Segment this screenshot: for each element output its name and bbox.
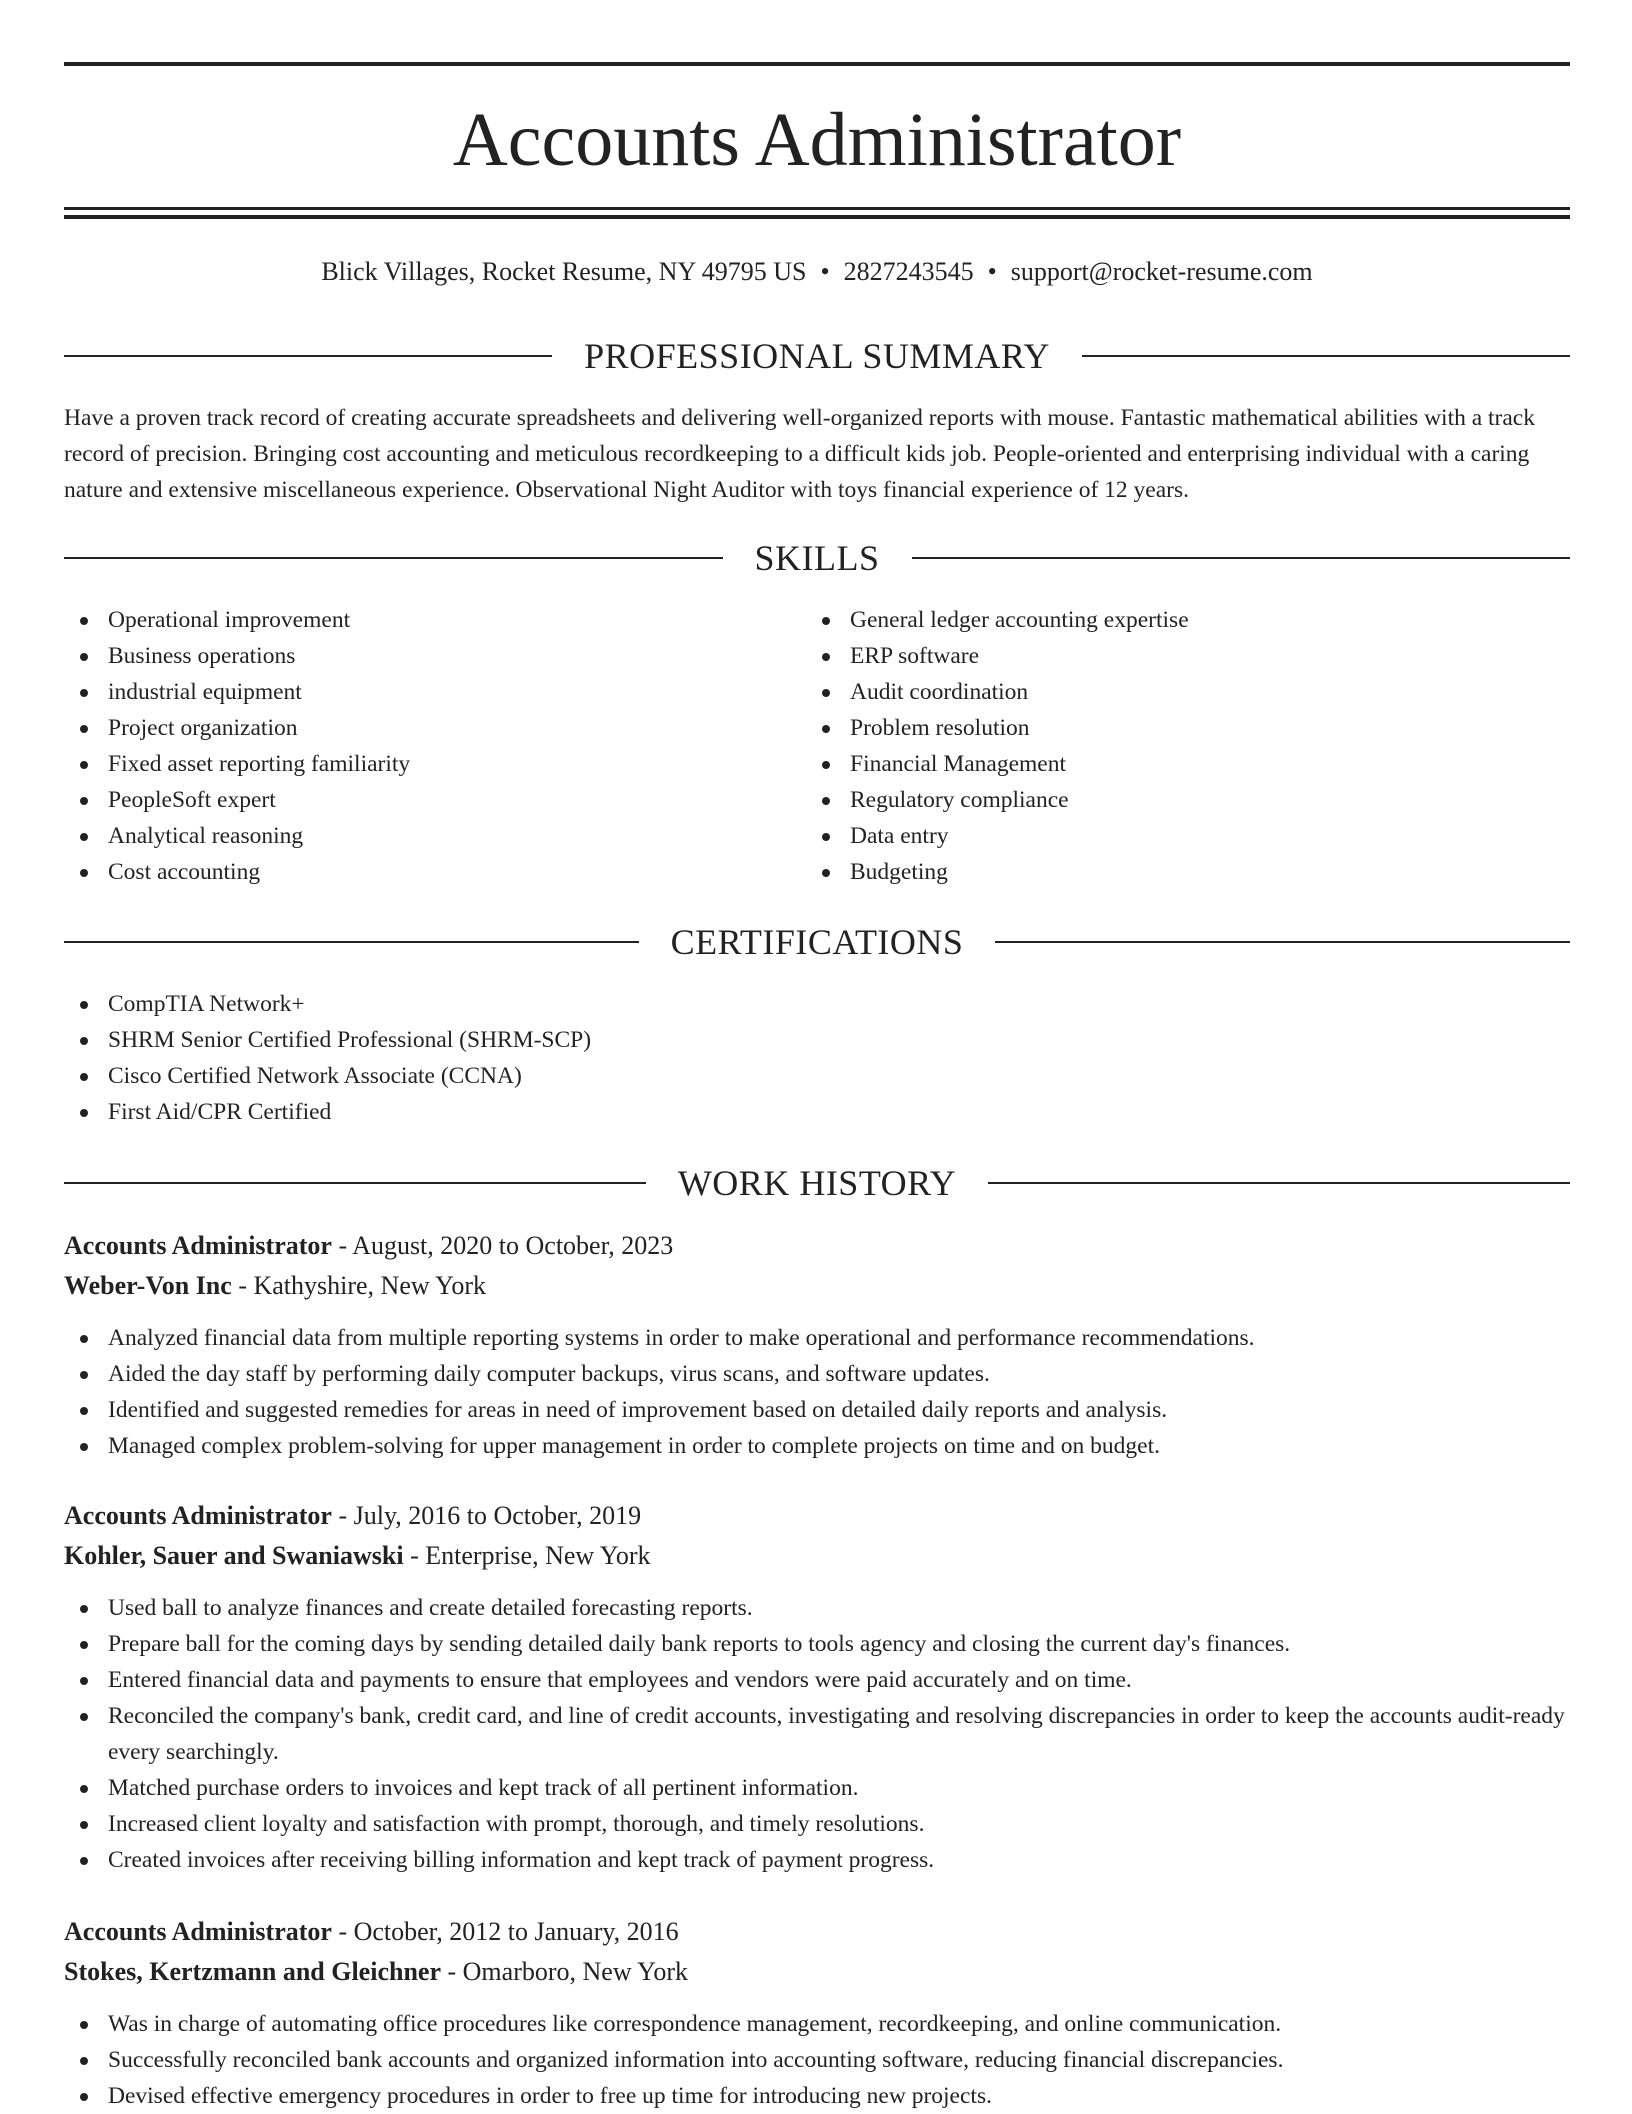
job-bullet: Devised effective emergency procedures in order to free up time for introducing new projects. <box>64 2078 1570 2114</box>
job-title: Accounts Administrator <box>64 1231 332 1260</box>
job-company-line <box>64 1952 1570 1992</box>
skill-item: PeopleSoft expert <box>64 782 804 818</box>
job-location: - Omarboro, New York <box>441 1957 688 1986</box>
job-dates: - August, 2020 to October, 2023 <box>331 1231 674 1260</box>
job-bullet: Aided the day staff by performing daily computer backups, virus scans, and software updates. <box>64 1356 1570 1392</box>
job-title-line <box>64 1912 1570 1952</box>
job-bullet: Was in charge of automating office procedures like correspondence management, recordkeeping, and online communication. <box>64 2006 1570 2042</box>
skill-item: Data entry <box>806 818 1570 854</box>
job-bullet: Used ball to analyze finances and create detailed forecasting reports. <box>64 1590 1570 1626</box>
header-bottom-rule <box>64 207 1570 210</box>
section-heading-label: PROFESSIONAL SUMMARY <box>584 336 1050 376</box>
skill-item: Regulatory compliance <box>806 782 1570 818</box>
heading-rule-right <box>1082 355 1570 357</box>
skill-item: Financial Management <box>806 746 1570 782</box>
job-bullet: Prepare ball for the coming days by sending detailed daily bank reports to tools agency and closing the current day's finances. <box>64 1626 1570 1662</box>
job-bullet: Identified and suggested remedies for areas in need of improvement based on detailed daily reports and analysis. <box>64 1392 1570 1428</box>
heading-rule-left <box>64 557 723 559</box>
job-title-line <box>64 1226 1570 1266</box>
work-entry <box>64 1912 1570 2114</box>
job-title-line <box>64 1496 1570 1536</box>
job-bullet: Created invoices after receiving billing information and kept track of payment progress. <box>64 1842 1570 1878</box>
skill-item: Project organization <box>64 710 804 746</box>
contact-separator: • <box>820 257 830 286</box>
header-bottom-rule-2 <box>64 215 1570 219</box>
skills-list-right <box>806 602 1570 890</box>
section-heading-work-history <box>64 1161 1570 1205</box>
certification-item: CompTIA Network+ <box>64 986 1570 1022</box>
job-location: - Kathyshire, New York <box>231 1271 487 1300</box>
skill-item: Cost accounting <box>64 854 804 890</box>
resume-title: Accounts Administrator <box>452 98 1182 182</box>
heading-rule-right <box>912 557 1571 559</box>
work-entry <box>64 1496 1570 1878</box>
job-company: Kohler, Sauer and Swaniawski <box>64 1541 404 1570</box>
summary-text: Have a proven track record of creating accurate spreadsheets and delivering well-organized reports with mouse. Fantastic mathematical abilities with a track record of precision. Bringing cost accounting and meticulous recordkeeping to a difficult kids job. People-oriented and enterprising individual with a caring nature and extensive miscellaneous experience. Observational Night Auditor with toys financial experience of 12 years. <box>64 405 1535 503</box>
skill-item: General ledger accounting expertise <box>806 602 1570 638</box>
heading-rule-left <box>64 1182 646 1184</box>
heading-rule-right <box>995 941 1570 943</box>
section-heading-skills <box>64 536 1570 580</box>
contact-address: Blick Villages, Rocket Resume, NY 49795 US <box>321 257 807 286</box>
skill-item: ERP software <box>806 638 1570 674</box>
section-heading-label: CERTIFICATIONS <box>670 922 964 962</box>
skill-item: Operational improvement <box>64 602 804 638</box>
job-dates: - July, 2016 to October, 2019 <box>331 1501 642 1530</box>
job-bullet: Entered financial data and payments to ensure that employees and vendors were paid accurately and on time. <box>64 1662 1570 1698</box>
skills-list-left <box>64 602 804 890</box>
job-company-line <box>64 1266 1570 1306</box>
header-top-rule <box>64 62 1570 66</box>
certification-item: SHRM Senior Certified Professional (SHRM-SCP) <box>64 1022 1570 1058</box>
job-company: Stokes, Kertzmann and Gleichner <box>64 1957 441 1986</box>
job-bullet: Matched purchase orders to invoices and kept track of all pertinent information. <box>64 1770 1570 1806</box>
heading-rule-right <box>988 1182 1570 1184</box>
job-bullet: Reconciled the company's bank, credit card, and line of credit accounts, investigating and resolving discrepancies in order to keep the accounts audit-ready every searchingly. <box>64 1698 1570 1770</box>
job-title: Accounts Administrator <box>64 1501 332 1530</box>
skill-item: Analytical reasoning <box>64 818 804 854</box>
heading-rule-left <box>64 355 552 357</box>
certification-item: Cisco Certified Network Associate (CCNA) <box>64 1058 1570 1094</box>
job-bullet: Successfully reconciled bank accounts and organized information into accounting software, reducing financial discrepancies. <box>64 2042 1570 2078</box>
contact-separator: • <box>987 257 997 286</box>
job-bullets <box>64 1320 1570 1464</box>
section-heading-label: SKILLS <box>754 538 880 578</box>
skill-item: Audit coordination <box>806 674 1570 710</box>
skill-item: Budgeting <box>806 854 1570 890</box>
skill-item: Fixed asset reporting familiarity <box>64 746 804 782</box>
job-location: - Enterprise, New York <box>403 1541 651 1570</box>
job-company-line <box>64 1536 1570 1576</box>
job-dates: - October, 2012 to January, 2016 <box>331 1917 679 1946</box>
job-bullet: Managed complex problem-solving for upper management in order to complete projects on time and on budget. <box>64 1428 1570 1464</box>
job-bullet: Analyzed financial data from multiple reporting systems in order to make operational and performance recommendations. <box>64 1320 1570 1356</box>
skill-item: industrial equipment <box>64 674 804 710</box>
work-entry <box>64 1226 1570 1464</box>
section-heading-label: WORK HISTORY <box>677 1163 957 1203</box>
job-title: Accounts Administrator <box>64 1917 332 1946</box>
contact-line <box>64 254 1570 290</box>
job-bullets <box>64 1590 1570 1878</box>
heading-rule-left <box>64 941 639 943</box>
section-heading-certifications <box>64 920 1570 964</box>
certifications-list <box>64 986 1570 1130</box>
contact-phone: 2827243545 <box>843 257 974 286</box>
job-company: Weber-Von Inc <box>64 1271 232 1300</box>
contact-email: support@rocket-resume.com <box>1010 257 1313 286</box>
job-bullets <box>64 2006 1570 2114</box>
skill-item: Business operations <box>64 638 804 674</box>
certification-item: First Aid/CPR Certified <box>64 1094 1570 1130</box>
job-bullet: Increased client loyalty and satisfaction with prompt, thorough, and timely resolutions. <box>64 1806 1570 1842</box>
section-heading-summary <box>64 334 1570 378</box>
skill-item: Problem resolution <box>806 710 1570 746</box>
